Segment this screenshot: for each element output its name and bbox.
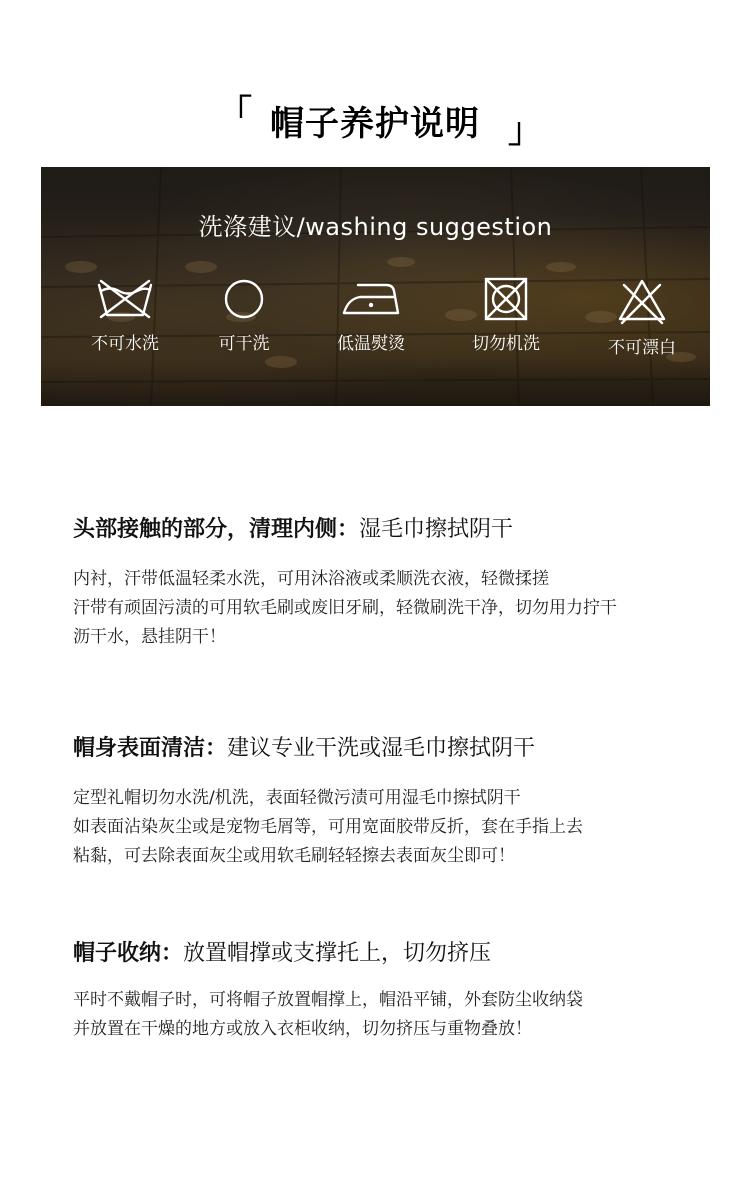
section-body-surface-clean [73, 784, 583, 871]
section-heading-bold: 帽子收纳： [73, 941, 184, 966]
body-line: 内衬，汗带低温轻柔水洗，可用沐浴液或柔顺洗衣液，轻微揉搓 [73, 569, 549, 589]
care-label: 可干洗 [218, 334, 270, 354]
section-heading-surface-clean [73, 731, 535, 762]
section-heading-bold: 头部接触的部分，清理内侧： [73, 517, 360, 542]
care-label: 切勿机洗 [472, 334, 540, 354]
body-line: 粘黏，可去除表面灰尘或用软毛刷轻轻擦去表面灰尘即可！ [73, 846, 515, 866]
section-heading-rest: 放置帽撑或支撑托上，切勿挤压 [183, 941, 492, 966]
body-line: 沥干水，悬挂阴干！ [73, 627, 226, 647]
section-heading-rest: 建议专业干洗或湿毛巾擦拭阴干 [227, 736, 536, 761]
body-line: 如表面沾染灰尘或是宠物毛屑等，可用宽面胶带反折，套在手指上去 [73, 817, 583, 837]
care-label: 不可水洗 [91, 334, 159, 354]
no-hand-wash-icon [95, 277, 155, 321]
section-body-storage [73, 986, 583, 1044]
page-title: 帽子养护说明 [270, 104, 480, 144]
body-line: 平时不戴帽子时，可将帽子放置帽撑上，帽沿平铺，外套防尘收纳袋 [73, 990, 583, 1010]
banner-heading: 洗涤建议/washing suggestion [198, 213, 553, 241]
care-item-low-iron [311, 277, 431, 354]
title-bracket-close: 」 [508, 111, 542, 151]
section-heading-head-contact [73, 512, 513, 543]
dry-clean-icon [214, 277, 274, 321]
body-line: 并放置在干燥的地方或放入衣柜收纳，切勿挤压与重物叠放！ [73, 1019, 532, 1039]
section-heading-storage [73, 936, 491, 967]
care-label: 不可漂白 [608, 338, 676, 358]
title-bracket-open: 「 [218, 93, 252, 133]
section-body-head-contact [73, 565, 617, 652]
section-heading-rest: 湿毛巾擦拭阴干 [359, 517, 514, 542]
care-item-dry-clean [184, 277, 304, 354]
body-line: 汗带有顽固污渍的可用软毛刷或废旧牙刷，轻微刷洗干净，切勿用力拧干 [73, 598, 617, 618]
low-iron-icon [336, 277, 406, 321]
section-heading-bold: 帽身表面清洁： [73, 736, 228, 761]
washing-suggestion-banner [41, 167, 710, 406]
no-bleach-icon [612, 277, 672, 325]
body-line: 定型礼帽切勿水洗/机洗，表面轻微污渍可用湿毛巾擦拭阴干 [73, 788, 521, 808]
page-header [0, 0, 750, 160]
no-machine-wash-icon [476, 277, 536, 321]
care-item-no-water-wash [65, 277, 185, 354]
care-label: 低温熨烫 [337, 334, 405, 354]
care-item-no-bleach [582, 277, 702, 358]
care-item-no-machine-wash [446, 277, 566, 354]
